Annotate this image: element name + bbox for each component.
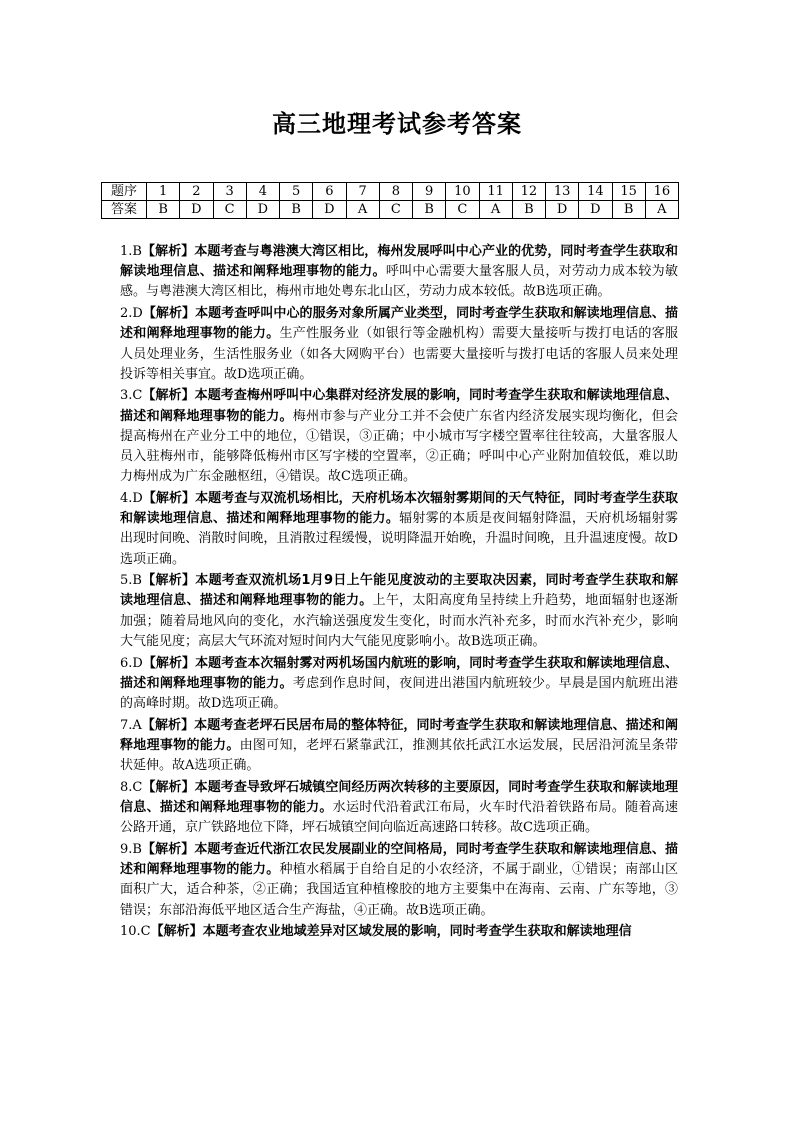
answer-cell: A: [346, 201, 379, 219]
answer-cell: D: [246, 201, 279, 219]
explanation-list: [120, 242, 678, 944]
question-number: 12: [512, 183, 545, 201]
item-analysis-heading: 【解析】本题考查老坪石民居布局的整体特征，同时考查学生获取和解读地理信息、描述和阐释地理事物的能力。: [120, 717, 678, 753]
item-number: 6.D: [120, 655, 143, 671]
explanation-item: [120, 386, 678, 487]
question-number: 13: [546, 183, 579, 201]
item-analysis-heading: 【解析】本题考查梅州呼叫中心集群对经济发展的影响，同时考查学生获取和解读地理信息、描述和阐释地理事物的能力。: [120, 388, 678, 424]
question-number: 10: [446, 183, 479, 201]
answer-cell: B: [612, 201, 645, 219]
item-number: 1.B: [120, 244, 142, 259]
answer-cell: B: [280, 201, 313, 219]
item-analysis-text: 梅州市参与产业分工并不会使广东省内经济发展实现均衡化，但会提高梅州在产业分工中的地位，①错误，③正确；中小城市写字楼空置率往往较高，大量客服人员入驻梅州市，能够降低梅州市区写字楼的空置率，②正确；呼叫中心产业附加值较低，难以助力梅州成为广东金融枢纽，④错误。故C选项正确。: [120, 408, 678, 485]
question-number: 8: [379, 183, 412, 201]
explanation-item: [120, 571, 678, 652]
item-analysis-text: 呼叫中心需要大量客服人员，对劳动力成本较为敏感。与粤港澳大湾区相比，梅州市地处粤东北山区，劳动力成本较低。故B选项正确。: [120, 264, 678, 300]
item-number: 10.C: [120, 924, 151, 940]
item-analysis-heading: 【解析】本题考查农业地域差异对区域发展的影响，同时考查学生获取和解读地理信: [150, 924, 632, 940]
item-number: 9.B: [120, 841, 142, 857]
item-number: 7.A: [120, 717, 142, 733]
item-analysis-text: 考虑到作息时间，夜间进出港国内航班较少。早晨是国内航班出港的高峰时期。故D选项正确。: [120, 675, 678, 711]
item-analysis-text: 生产性服务业（如银行等金融机构）需要大量接听与拨打电话的客服人员处理业务，生活性服务业（如各大网购平台）也需要大量接听与拨打电话的客服人员来处理投诉等相关事宜。故D选项正确。: [120, 326, 678, 382]
item-number: 4.D: [120, 490, 143, 506]
item-analysis-text: 由图可知，老坪石紧靠武江，推测其依托武江水运发展，民居沿河流呈条带状延伸。故A选项正确。: [120, 737, 678, 774]
question-number: 6: [313, 183, 346, 201]
question-number: 7: [346, 183, 379, 201]
question-number: 14: [579, 183, 612, 201]
item-analysis-text: 上午，太阳高度角呈持续上升趋势，地面辐射也逐渐加强；随着局地风向的变化，水汽输送强度发生变化，时而水汽补充多，时而水汽补充少，影响大气能见度；高层大气环流对短时间内大气能见度影响小。故B选项正确。: [120, 593, 678, 649]
answer-cell: B: [147, 201, 180, 219]
explanation-item: [120, 242, 678, 303]
page-title: 高三地理考试参考答案: [272, 110, 522, 138]
answer-cell: A: [645, 201, 678, 219]
explanation-item: [120, 840, 678, 921]
item-number: 2.D: [120, 306, 143, 322]
answer-cell: B: [512, 201, 545, 219]
question-number: 16: [645, 183, 678, 201]
item-analysis-heading: 【解析】本题考查与粤港澳大湾区相比，梅州发展呼叫中心产业的优势，同时考查学生获取和解读地理信息、描述和阐释地理事物的能力。: [120, 244, 678, 280]
answer-cell: D: [313, 201, 346, 219]
item-analysis-text: 种植水稻属于自给自足的小农经济，不属于副业，①错误；南部山区面积广大，适合种茶，②正确；我国适宜种植橡胶的地方主要集中在海南、云南、广东等地，③错误；东部沿海低平地区适合生产海盐，④正确。故B选项正确。: [120, 862, 678, 918]
answer-table: [101, 182, 679, 219]
question-number: 3: [213, 183, 246, 201]
explanation-item: [120, 922, 678, 942]
item-analysis-heading: 【解析】本题考查近代浙江农民发展副业的空间格局，同时考查学生获取和解读地理信息、描述和阐释地理事物的能力。: [120, 841, 678, 878]
question-number: 11: [479, 183, 512, 201]
item-analysis-text: 水运时代沿着武江布局，火车时代沿着铁路布局。随着高速公路开通，京广铁路地位下降，坪石城镇空间向临近高速路口转移。故C选项正确。: [120, 799, 678, 836]
item-analysis-text: 辐射雾的本质是夜间辐射降温，天府机场辐射雾出现时间晚、消散时间晚，且消散过程缓慢，说明降温开始晚，升温时间晚，且升温速度慢。故D选项正确。: [120, 511, 678, 567]
explanation-item: [120, 778, 678, 839]
answer-cell: A: [479, 201, 512, 219]
answer-cell: D: [579, 201, 612, 219]
answer-cell: C: [379, 201, 412, 219]
question-number: 5: [280, 183, 313, 201]
question-number: 1: [147, 183, 180, 201]
answer-cell: D: [180, 201, 213, 219]
question-number: 15: [612, 183, 645, 201]
row-label-question: 题序: [102, 183, 147, 201]
item-number: 5.B: [120, 573, 142, 589]
answer-table-number-row: [102, 183, 679, 201]
explanation-item: [120, 654, 678, 715]
answer-cell: C: [446, 201, 479, 219]
explanation-item: [120, 304, 678, 385]
item-analysis-heading: 【解析】本题考查与双流机场相比，天府机场本次辐射雾期间的天气特征，同时考查学生获取和解读地理信息、描述和阐释地理事物的能力。: [120, 490, 678, 527]
explanation-item: [120, 716, 678, 777]
item-analysis-heading: 【解析】本题考查呼叫中心的服务对象所属产业类型，同时考查学生获取和解读地理信息、描述和阐释地理事物的能力。: [120, 306, 678, 342]
answer-cell: B: [413, 201, 446, 219]
item-number: 8.C: [120, 779, 143, 795]
row-label-answer: 答案: [102, 201, 147, 219]
item-number: 3.C: [120, 388, 143, 404]
explanation-item: [120, 489, 678, 570]
item-analysis-heading: 【解析】本题考查双流机场1月9日上午能见度波动的主要取决因素，同时考查学生获取和解读地理信息、描述和阐释地理事物的能力。: [120, 573, 678, 609]
item-analysis-heading: 【解析】本题考查本次辐射雾对两机场国内航班的影响，同时考查学生获取和解读地理信息、描述和阐释地理事物的能力。: [120, 655, 678, 691]
item-analysis-heading: 【解析】本题考查导致坪石城镇空间经历两次转移的主要原因，同时考查学生获取和解读地理信息、描述和阐释地理事物的能力。: [120, 779, 678, 815]
answer-table-answer-row: [102, 201, 679, 219]
question-number: 9: [413, 183, 446, 201]
question-number: 2: [180, 183, 213, 201]
answer-cell: D: [546, 201, 579, 219]
question-number: 4: [246, 183, 279, 201]
answer-cell: C: [213, 201, 246, 219]
